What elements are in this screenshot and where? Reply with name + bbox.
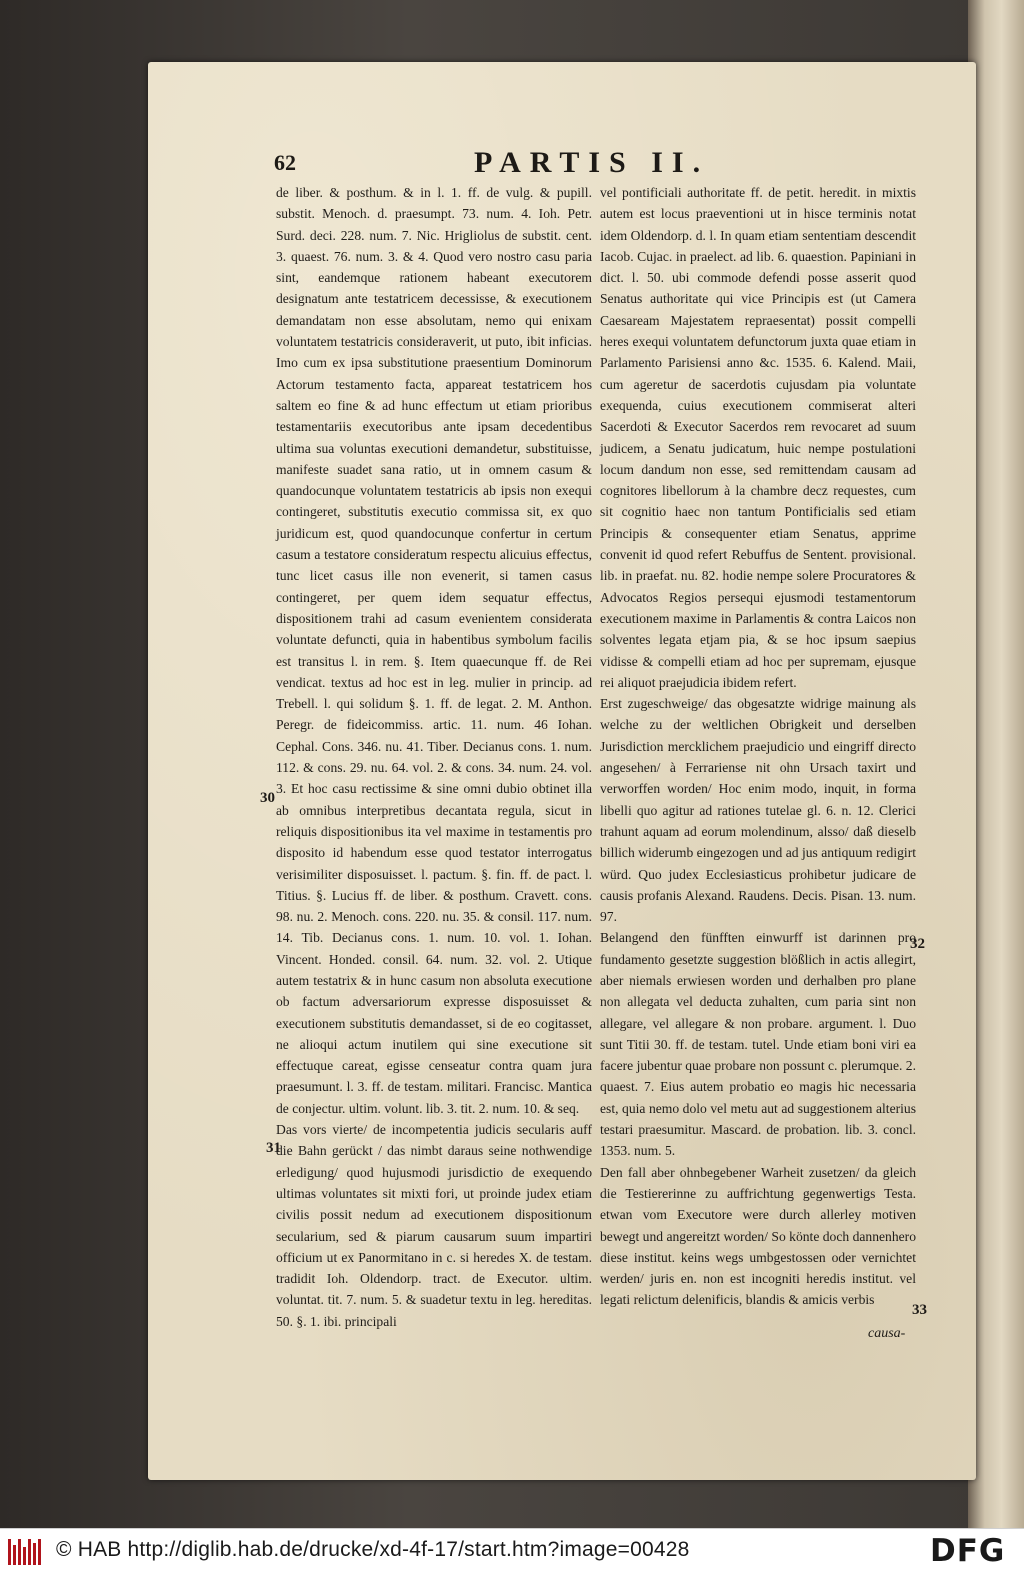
dfg-logo: DFG (930, 1533, 1006, 1569)
hab-logo-icon (8, 1539, 44, 1565)
running-head: PARTIS II. (474, 146, 710, 179)
permalink-url[interactable]: © HAB http://diglib.hab.de/drucke/xd-4f-17/start.htm?image=00428 (56, 1538, 690, 1561)
right-paragraph-2: Erst zugeschweige/ das obgesatzte widrige mainung als welche zu der weltlichen Obrigkeit und derselben Jurisdiction mercklichem praejudicio und eingriff directo angesehen/ à Ferrariense nit ohn Ursach taxirt und verworffen worden/ Hoc enim modo, inquit, in forma libelli quo agitur ad rationes tutelae gl. 6. n. 12. Clerici trahunt aquam ad eorum molendinum, alsso/ daß dieselb billich widerumb eingezogen und ad jus antiquum redigirt würd. Quo judex Ecclesiasticus prohibetur judicare de causis profanis Alexand. Raudens. Decis. Pisan. 13. num. 97. (600, 696, 916, 925)
left-paragraph-1: de liber. & posthum. & in l. 1. ff. de vulg. & pupill. substit. Menoch. d. praesumpt. 73. num. 4. Ioh. Petr. Surd. deci. 228. num. 7. Nic. Hrigliolus de substit. cent. 3. quaest. 76. num. 3. & 4. Quod vero nostro casu paria sint, eandemque rationem habeant executorem designatum ante testatricem decessisse, & executionem demandatam non esse absolutam, nemo qui enixam voluntatem testatricis consideraverit, ut puto, ibit inficias. Imo cum ex ipsa substitutione praesentium Dominorum Actorum testamento facta, appareat testatricem hos saltem eo fine & ad hunc effectum ut etiam prioribus testamentariis executoribus ante ipsam decedentibus ultima sua voluntas executioni demandetur, substituisse, manifeste suadet sana ratio, ut in omnem casum & quandocunque voluntatem testatricis ab ipsis non exequi contingeret, substitutis executio commissa sit, ex quo juridicum est, quod quandocunque confertur in certum casum a testatore consideratum respectu alicuius effectus, tunc licet casus ille non evenerit, si tamen casus contingeret, per quem idem sequatur effectus, dispositionem trahi ad casum evenientem considerata voluntate defuncti, quia in habentibus symbolum facilis est transitus l. in rem. §. Item quaecunque ff. de Rei vendicat. textus ad hoc est in leg. mulier in princip. ad Trebell. l. qui solidum §. 1. ff. de legat. 2. M. Anthon. Peregr. de fideicommiss. artic. 11. num. 46 Iohan. Cephal. Cons. 346. nu. 41. Tiber. Decianus cons. 1. num. 112. & cons. 29. nu. 64. vol. 2. & cons. 34. num. 24. vol. 3. Et hoc casu rectissime & sine omni dubio obtinet illa ab omnibus interpretibus decantata regula, sicut in reliquis dispositionibus ita vel maxime in testamentis pro disposito id habendum esse quod testator interrogatus verisimiliter disposuisset. l. pactum. §. fin. ff. de pact. l. Titius. §. Lucius ff. de liber. & posthum. Cravett. cons. 98. nu. 2. Menoch. cons. 220. nu. 35. & consil. 117. num. 14. Tib. Decianus cons. 1. num. 10. vol. 1. Iohan. Vincent. Honded. consil. 64. num. 32. vol. 2. Utique autem testatrix & in hunc casum non absoluta executione ob factum adversariorum expresse disposuisset & executionem substitutis demandasset, si de eo cogitasset, ne alioqui actum inutilem qui sine executione sit effectuque careat, egisse censeatur contra quam jura praesumunt. l. 3. ff. de testam. militari. Francisc. Mantica de conjectur. ultim. volunt. lib. 3. tit. 2. num. 10. & seq. (276, 185, 592, 1116)
right-paragraph-4: Den fall aber ohnbegebener Warheit zusetzen/ da gleich die Testiererinne zu auffrichtung gegenwertigs Testa. etwan vom Executore were durch allerley motiven bewegt und angereitzt worden/ So könte doch dannenhero diese institut. keins wegs umbgestossen oder vernichtet werden/ juris en. non est incogniti heredis institut. vel legati relictum delenificis, blandis & amicis verbis (600, 1164, 916, 1308)
next-page-edge (968, 0, 1024, 1528)
margin-note-32: 32 (910, 936, 925, 952)
margin-note-31: 31 (266, 1140, 281, 1156)
page-number: 62 (274, 150, 296, 175)
left-paragraph-2: Das vors vierte/ de incompetentia judicis secularis auff die Bahn gerückt / das nimbt daraus seine nothwendige erledigung/ quod hujusmodi jurisdictio de exequendo ultimas voluntates sit mixti fori, ut proinde judex etiam civilis possit nedum ad executionem dispositionum secularium, sed & piarum causarum suum impartiri officium ut ex Panormitano in c. si heredes X. de testam. tradidit Ioh. Oldendorp. tract. de Executor. ultim. voluntat. tit. 7. num. 5. & suadetur textu in leg. hereditas. 50. §. 1. ibi. principali (276, 1122, 592, 1329)
book-page (148, 62, 976, 1480)
margin-note-30: 30 (260, 790, 275, 806)
right-paragraph-1: vel pontificiali authoritate ff. de petit. heredit. in mixtis autem est locus praeventioni ut in hisce terminis notat idem Oldendorp. d. l. In quam etiam sententiam descendit Iacob. Cujac. in praelect. ad lib. 6. quaestion. Papiniani in dict. l. 50. ubi commode defendi posse asserit quod Senatus authoritate qui vice Principis est (ut Camera Caesaream Majestatem repraesentat) possit compelli heres exequi voluntatem defunctorum juxta quae etiam in Parlamento Parisiensi anno &c. 1535. 6. Kalend. Maii, cum ageretur de sacerdotis cujusdam pia voluntate exequenda, cuius executionem commiserat alteri Sacerdoti & Executor Sacerdos rem revocaret ad suum judicem, a Senatu judicatum, huic nempe postulationi locum dandum non esse, sed remittendam causam ad cognitores libellorum à la chambre decz requestes, cum sit cognitio haec non tantum Pontificialis sed etiam Principis & consequenter etiam Senatus, apprime convenit id quod refert Rebuffus de Sentent. provisional. lib. in praefat. nu. 82. hodie nempe solere Procuratores & Advocatos Regios persequi ejusmodi testamentorum executionem maxime in Parlamentis & contra Laicos non solventes legata etjam pia, & se hoc ipsum saepius vidisse & compelli etiam ad hoc per supremam, ejusque rei aliquot praejudicia ibidem refert. (600, 185, 916, 690)
margin-note-33: 33 (912, 1302, 927, 1318)
catchword: causa- (868, 1326, 906, 1341)
page-header (274, 146, 834, 180)
left-text-column (276, 182, 592, 1332)
right-paragraph-3: Belangend den fünfften einwurff ist darinnen pro fundamento gesetzte suggestion blößlich in actis allegirt, aber niemals erwiesen worden und derhalben pro plane non allegata vel deducta zuhalten, cum paria sint non allegare, vel allegare & non probare. argument. l. Duo sunt Titii 30. ff. de testam. tutel. Unde etiam boni viri ea facere jubentur quae probare non possunt c. plerumque. 2. quaest. 7. Eius autem probatio eo magis hic necessaria est, quia nemo dolo vel metu aut ad suggestionem alterius testari praesumitur. Mascard. de probation. lib. 3. concl. 1353. num. 5. (600, 930, 916, 1159)
right-text-column (600, 182, 916, 1311)
footer-bar (0, 1528, 1024, 1572)
